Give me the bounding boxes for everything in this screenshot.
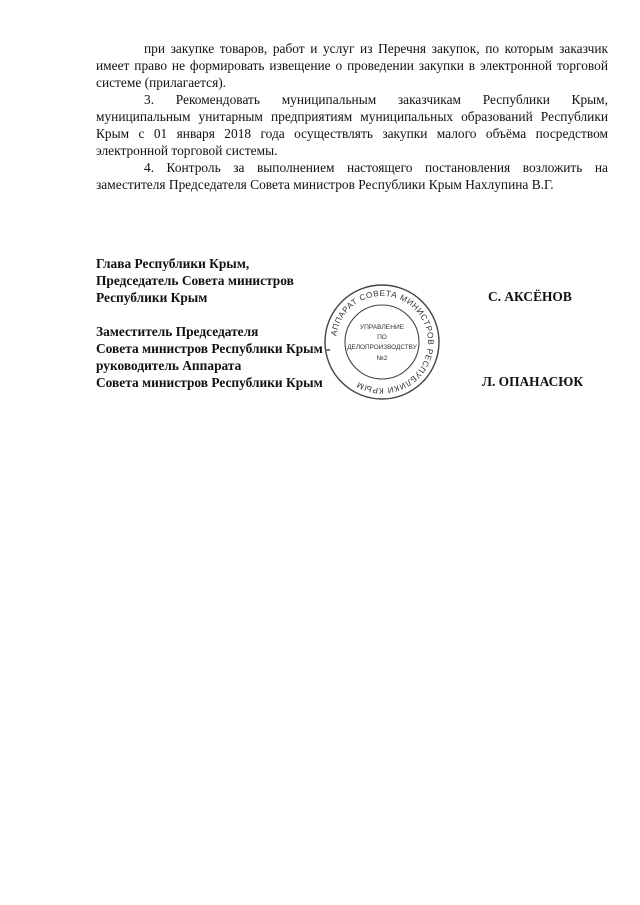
stamp-outer-ring [325, 285, 439, 399]
document-body [96, 40, 608, 193]
stamp-inner-ring [345, 305, 419, 379]
official-stamp [322, 282, 442, 402]
stamp-line1: УПРАВЛЕНИЕ [359, 324, 405, 331]
deputy-title-line1: Заместитель Председателя [96, 324, 259, 339]
stamp-line2: ПО [377, 334, 387, 341]
deputy-signatory-name: Л. ОПАНАСЮК [482, 374, 584, 389]
deputy-title-line2: Совета министров Республики Крым - [96, 341, 331, 356]
head-title-line1: Глава Республики Крым, [96, 256, 250, 271]
stamp-line4: №2 [376, 355, 388, 362]
head-signature-block [96, 255, 294, 306]
head-signatory-name: С. АКСЁНОВ [488, 289, 572, 304]
stamp-line3: ДЕЛОПРОИЗВОДСТВУ [347, 344, 417, 351]
deputy-title-line3: руководитель Аппарата [96, 358, 242, 373]
head-title-line2: Председатель Совета министров [96, 273, 294, 288]
deputy-title-line4: Совета министров Республики Крым [96, 375, 323, 390]
head-title-line3: Республики Крым [96, 290, 208, 305]
deputy-signature-block [96, 323, 331, 391]
stamp-ring-text: АППАРАТ СОВЕТА МИНИСТРОВ РЕСПУБЛИКИ КРЫМ [329, 288, 436, 396]
paragraph-3-recommendation: 3. Рекомендовать муниципальным заказчикам Республики Крым, муниципальным унитарным предприятиям муниципальных образований Республики Крым с 01 января 2018 года осуществлять закупки малого объёма посредством электронной торговой системы. [96, 92, 608, 158]
paragraph-4-control: 4. Контроль за выполнением настоящего постановления возложить на заместителя Председателя Совета министров Республики Крым Нахлупина В.Г. [96, 160, 608, 192]
paragraph-purchase-list: при закупке товаров, работ и услуг из Перечня закупок, по которым заказчик имеет право не формировать извещение о проведении закупки в электронной торговой системе (прилагается). [96, 41, 608, 90]
